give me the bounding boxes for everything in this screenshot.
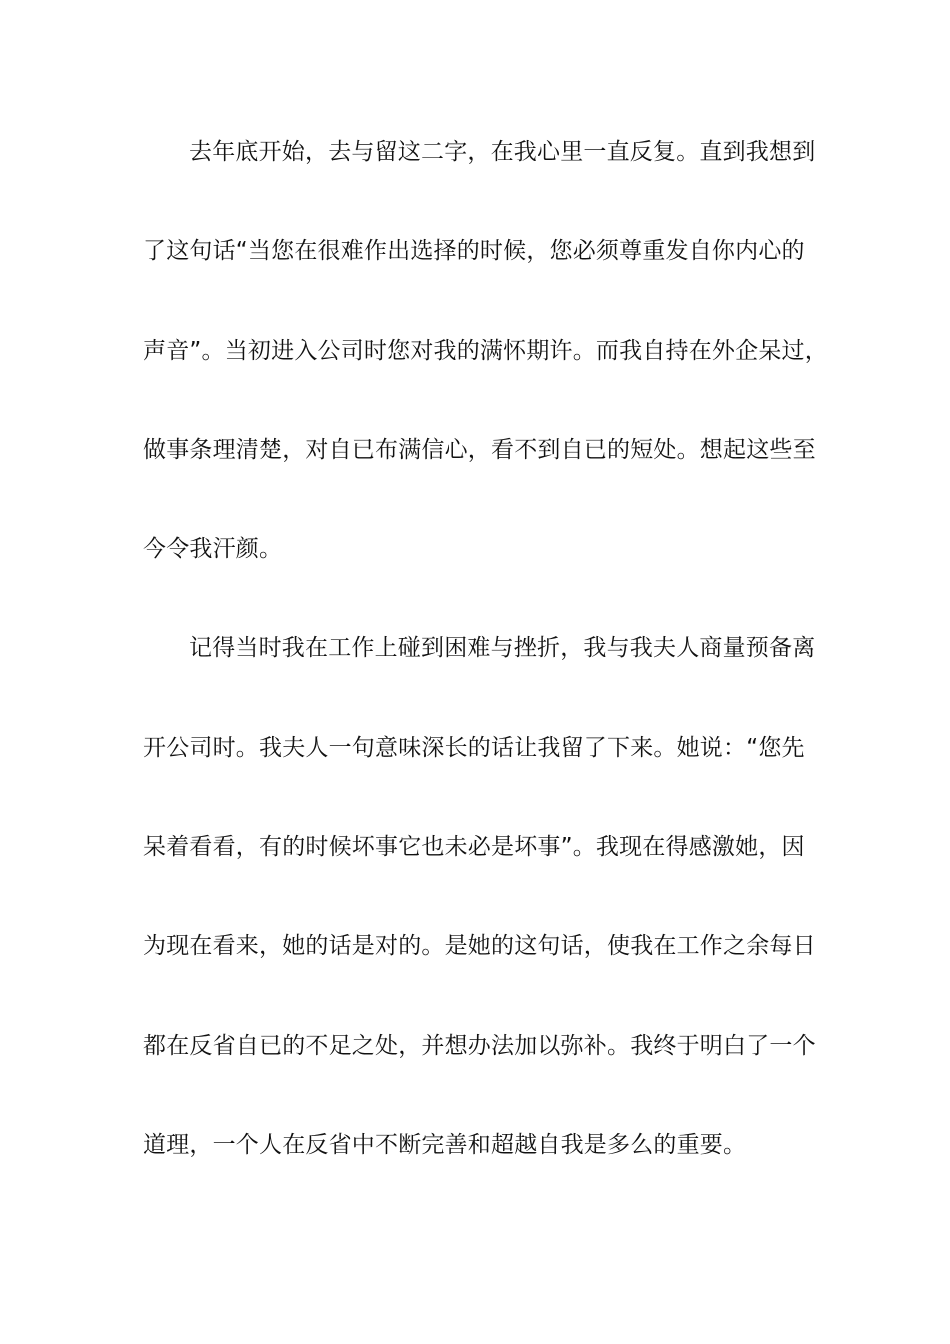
paragraph-1-line-5: 今令我汗颜。 [143, 536, 283, 562]
paragraph-2-line-6: 道理，一个人在反省中不断完善和超越自我是多么的重要。 [143, 1132, 747, 1158]
paragraph-2-line-5: 都在反省自已的不足之处，并想办法加以弥补。我终于明白了一个 [143, 1033, 816, 1059]
paragraph-1-line-4: 做事条理清楚，对自已布满信心，看不到自已的短处。想起这些至 [143, 437, 816, 463]
paragraph-2-line-1: 记得当时我在工作上碰到困难与挫折，我与我夫人商量预备离 [189, 635, 816, 661]
paragraph-2-line-4: 为现在看来，她的话是对的。是她的这句话，使我在工作之余每日 [143, 933, 816, 959]
paragraph-1-line-2: 了这句话“当您在很难作出选择的时候，您必须尊重发自你内心的 [143, 238, 805, 264]
paragraph-1-line-3: 声音”。当初进入公司时您对我的满怀期许。而我自持在外企呆过， [143, 338, 828, 364]
paragraph-2-line-3: 呆着看看，有的时候坏事它也未必是坏事”。我现在得感激她，因 [143, 834, 805, 860]
paragraph-1-line-1: 去年底开始，去与留这二字，在我心里一直反复。直到我想到 [189, 139, 816, 165]
paragraph-2-line-2: 开公司时。我夫人一句意味深长的话让我留了下来。她说：“您先 [143, 735, 805, 761]
